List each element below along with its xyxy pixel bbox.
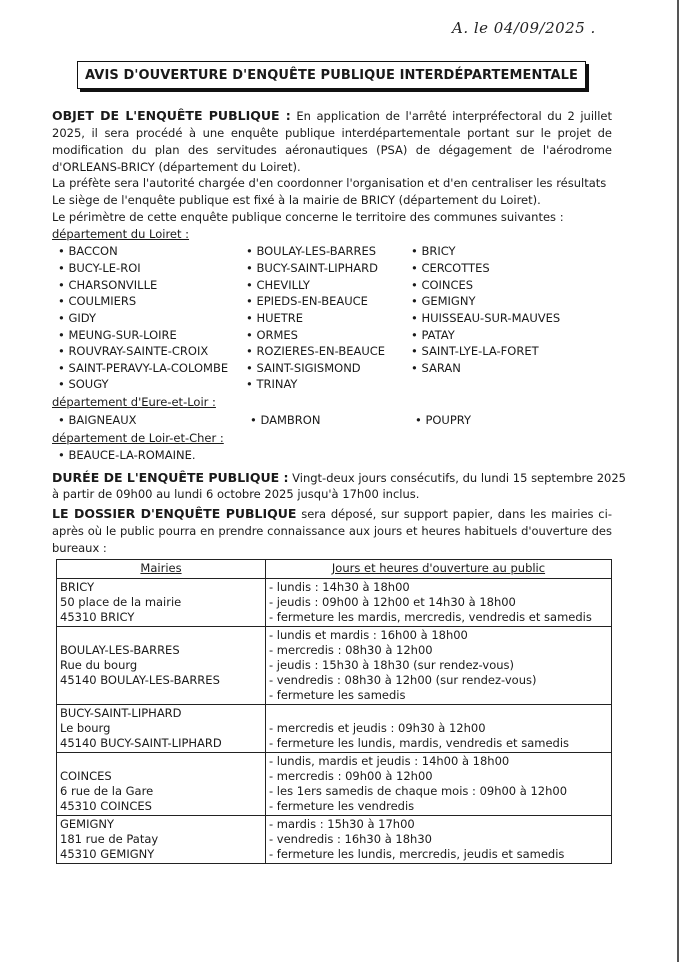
commune-item: • POUPRY: [415, 413, 472, 427]
page-title: AVIS D'OUVERTURE D'ENQUÊTE PUBLIQUE INTERDÉPARTEMENTALE: [77, 61, 586, 89]
dossier-heading: LE DOSSIER D'ENQUÊTE PUBLIQUE: [52, 506, 297, 521]
table-row: [57, 816, 612, 864]
commune-item: • EPIEDS-EN-BEAUCE: [246, 294, 368, 308]
commune-item: • BUCY-SAINT-LIPHARD: [246, 261, 378, 275]
commune-item: • SOUGY: [58, 377, 109, 391]
mairie-line: BRICY: [60, 580, 95, 594]
commune-item: • TRINAY: [246, 377, 298, 391]
commune-item: • BRICY: [411, 244, 456, 258]
duree-line-1: [52, 469, 626, 487]
hours-line: - fermeture les samedis: [269, 688, 406, 702]
departement-loir-et-cher-label: département de Loir-et-Cher :: [52, 431, 224, 445]
hours-line: - mardis : 15h30 à 17h00: [269, 817, 415, 831]
hours-line: - vendredis : 16h30 à 18h30: [269, 832, 432, 846]
table-header-row: [57, 560, 612, 579]
table-row: [57, 705, 612, 753]
mairie-line: 45140 BOULAY-LES-BARRES: [60, 673, 220, 687]
opening-hours-table: [56, 559, 612, 864]
mairie-line: BUCY-SAINT-LIPHARD: [60, 706, 182, 720]
hours-line: [269, 706, 608, 721]
mairie-cell: [57, 705, 266, 753]
mairie-line: 50 place de la mairie: [60, 595, 182, 609]
hours-cell: [266, 627, 612, 705]
objet-heading: OBJET DE L'ENQUÊTE PUBLIQUE :: [52, 108, 291, 123]
hours-line: - lundis et mardis : 16h00 à 18h00: [269, 628, 468, 642]
commune-item: • CHARSONVILLE: [58, 278, 158, 292]
hours-line: - fermeture les mardis, mercredis, vendredis et samedis: [269, 610, 592, 624]
commune-item: • BACCON: [58, 244, 118, 258]
duree-text-1: Vingt-deux jours consécutifs, du lundi 15 septembre 2025: [288, 471, 626, 485]
hours-line: - mercredis : 08h30 à 12h00: [269, 643, 433, 657]
commune-item: • HUETRE: [246, 311, 304, 325]
mairie-line: BOULAY-LES-BARRES: [60, 643, 180, 657]
commune-item: • BUCY-LE-ROI: [58, 261, 141, 275]
table-row: [57, 753, 612, 816]
commune-item: • MEUNG-SUR-LOIRE: [58, 328, 177, 342]
handwritten-date: A. le 04/09/2025 .: [452, 19, 596, 37]
commune-item: • CERCOTTES: [411, 261, 490, 275]
hours-line: - vendredis : 08h30 à 12h00 (sur rendez-vous): [269, 673, 537, 687]
duree-heading: DURÉE DE L'ENQUÊTE PUBLIQUE :: [52, 470, 289, 485]
dossier-text: sera déposé, sur support papier, dans les mairies ci-après où le public pourra en prendre connaissance aux jours et heures habituels d'ouverture des bureaux :: [52, 507, 612, 555]
commune-item: • PATAY: [411, 328, 455, 342]
commune-item: • SAINT-LYE-LA-FORET: [411, 344, 539, 358]
objet-paragraph: [52, 107, 612, 176]
commune-item: • BEAUCE-LA-ROMAINE.: [58, 448, 196, 462]
mairie-cell: [57, 816, 266, 864]
hours-line: - jeudis : 15h30 à 18h30 (sur rendez-vous): [269, 658, 515, 672]
dossier-paragraph: [52, 505, 612, 557]
objet-line-1: La préfète sera l'autorité chargée d'en coordonner l'organisation et d'en centraliser les résultats: [52, 176, 607, 190]
commune-item: • GEMIGNY: [411, 294, 476, 308]
commune-item: • SAINT-SIGISMOND: [246, 361, 361, 375]
commune-item: • ROUVRAY-SAINTE-CROIX: [58, 344, 209, 358]
commune-item: • COULMIERS: [58, 294, 137, 308]
mairie-line: 181 rue de Patay: [60, 832, 159, 846]
hours-line: - les 1ers samedis de chaque mois : 09h00 à 12h00: [269, 784, 568, 798]
mairie-line: [60, 628, 262, 643]
commune-item: • ROZIERES-EN-BEAUCE: [246, 344, 386, 358]
mairie-line: Le bourg: [60, 721, 111, 735]
commune-item: • CHEVILLY: [246, 278, 310, 292]
mairie-cell: [57, 753, 266, 816]
hours-line: - mercredis et jeudis : 09h30 à 12h00: [269, 721, 486, 735]
commune-item: • ORMES: [246, 328, 298, 342]
page-edge: [677, 0, 679, 962]
mairie-line: 45140 BUCY-SAINT-LIPHARD: [60, 736, 222, 750]
hours-cell: [266, 753, 612, 816]
mairie-line: Rue du bourg: [60, 658, 138, 672]
hours-cell: [266, 579, 612, 627]
commune-item: • BAIGNEAUX: [58, 413, 137, 427]
hours-line: - mercredis : 09h00 à 12h00: [269, 769, 433, 783]
hours-line: - lundis : 14h30 à 18h00: [269, 580, 410, 594]
commune-item: • SAINT-PERAVY-LA-COLOMBE: [58, 361, 229, 375]
column-header-hours: Jours et heures d'ouverture au public: [266, 560, 612, 579]
departement-loiret-label: département du Loiret :: [52, 227, 190, 241]
mairie-line: 45310 BRICY: [60, 610, 135, 624]
commune-item: • GIDY: [58, 311, 96, 325]
commune-item: • BOULAY-LES-BARRES: [246, 244, 377, 258]
hours-line: - fermeture les vendredis: [269, 799, 415, 813]
table-row: [57, 579, 612, 627]
mairie-cell: [57, 579, 266, 627]
mairie-line: 45310 GEMIGNY: [60, 847, 155, 861]
objet-line-3: Le périmètre de cette enquête publique concerne le territoire des communes suivantes :: [52, 210, 564, 224]
hours-line: - jeudis : 09h00 à 12h00 et 14h30 à 18h00: [269, 595, 516, 609]
commune-item: • SARAN: [411, 361, 461, 375]
hours-line: - fermeture les lundis, mardis, vendredis et samedis: [269, 736, 569, 750]
duree-text-2: à partir de 09h00 au lundi 6 octobre 2025 jusqu'à 17h00 inclus.: [52, 487, 420, 501]
column-header-mairies: Mairies: [57, 560, 266, 579]
mairie-line: GEMIGNY: [60, 817, 115, 831]
mairie-line: COINCES: [60, 769, 112, 783]
table-row: [57, 627, 612, 705]
hours-line: - lundis, mardis et jeudis : 14h00 à 18h00: [269, 754, 510, 768]
objet-line-2: Le siège de l'enquête publique est fixé à la mairie de BRICY (département du Loiret).: [52, 193, 541, 207]
commune-item: • DAMBRON: [250, 413, 321, 427]
commune-item: • COINCES: [411, 278, 474, 292]
departement-eure-et-loir-label: département d'Eure-et-Loir :: [52, 395, 216, 409]
hours-cell: [266, 705, 612, 753]
commune-item: • HUISSEAU-SUR-MAUVES: [411, 311, 561, 325]
objet-intro: En application de l'arrêté interpréfectoral du 2 juillet 2025, il sera procédé à une enquête publique interdépartementale portant sur le projet de modification du plan des servitudes aéronautiques (PSA) de dégagement de l'aérodrome d'ORLEANS-BRICY (département du Loiret).: [52, 109, 612, 174]
mairie-line: [60, 754, 262, 769]
mairie-cell: [57, 627, 266, 705]
mairie-line: 45310 COINCES: [60, 799, 152, 813]
mairie-line: 6 rue de la Gare: [60, 784, 154, 798]
hours-line: - fermeture les lundis, mercredis, jeudis et samedis: [269, 847, 565, 861]
hours-cell: [266, 816, 612, 864]
